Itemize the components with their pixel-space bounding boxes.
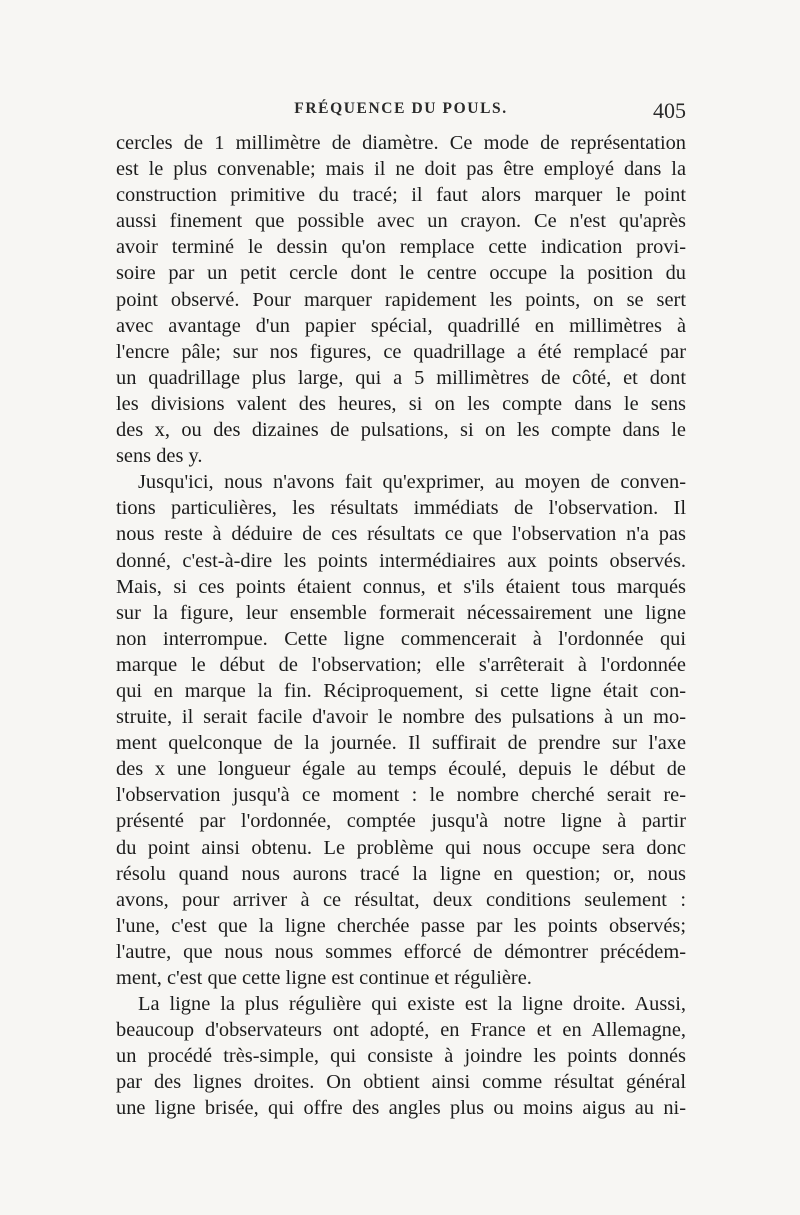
text-line: tions particulières, les résultats immédiats de l'observation. Il xyxy=(116,497,686,520)
text-line: nous reste à déduire de ces résultats ce que l'observation n'a pas xyxy=(116,523,686,546)
text-line: beaucoup d'observateurs ont adopté, en France et en Allemagne, xyxy=(116,1019,686,1042)
text-line: cercles de 1 millimètre de diamètre. Ce mode de représentation xyxy=(116,132,686,154)
text-line: marque le début de l'observation; elle s'arrêterait à l'ordonnée xyxy=(116,653,686,676)
text-line: un procédé très-simple, qui consiste à joindre les points donnés xyxy=(116,1045,686,1068)
text-line: avec avantage d'un papier spécial, quadrillé en millimètres à xyxy=(116,314,686,337)
body-text xyxy=(116,130,686,1122)
text-line: est le plus convenable; mais il ne doit pas être employé dans la xyxy=(116,158,686,181)
text-line: un quadrillage plus large, qui a 5 millimètres de côté, et dont xyxy=(116,366,686,389)
text-line: aussi finement que possible avec un crayon. Ce n'est qu'après xyxy=(116,210,686,233)
text-line: sens des y. xyxy=(116,445,203,468)
text-line: avons, pour arriver à ce résultat, deux conditions seulement : xyxy=(116,888,686,911)
text-line: Jusqu'ici, nous n'avons fait qu'exprimer, au moyen de conven- xyxy=(138,471,686,494)
text-line: présenté par l'ordonnée, comptée jusqu'à notre ligne à partir xyxy=(116,810,686,833)
text-line: une ligne brisée, qui offre des angles plus ou moins aigus au ni- xyxy=(116,1097,686,1120)
text-line: qui en marque la fin. Réciproquement, si cette ligne était con- xyxy=(116,679,686,702)
text-line: du point ainsi obtenu. Le problème qui nous occupe sera donc xyxy=(116,836,686,859)
text-line: soire par un petit cercle dont le centre occupe la position du xyxy=(116,262,686,285)
text-line: La ligne la plus régulière qui existe est la ligne droite. Aussi, xyxy=(138,993,686,1016)
text-line: sur la figure, leur ensemble formerait nécessairement une ligne xyxy=(116,601,686,624)
text-line: ment quelconque de la journée. Il suffirait de prendre sur l'axe xyxy=(116,732,686,755)
text-line: point observé. Pour marquer rapidement les points, on se sert xyxy=(116,288,686,311)
text-line: par des lignes droites. On obtient ainsi comme résultat général xyxy=(116,1071,686,1094)
text-line: l'encre pâle; sur nos figures, ce quadrillage a été remplacé par xyxy=(116,340,686,363)
text-line: l'une, c'est que la ligne cherchée passe par les points observés; xyxy=(116,914,686,937)
text-line: struite, il serait facile d'avoir le nombre des pulsations à un mo- xyxy=(116,706,686,729)
text-line: donné, c'est-à-dire les points intermédiaires aux points observés. xyxy=(116,549,686,572)
paragraph-3 xyxy=(116,991,686,1121)
text-line: résolu quand nous aurons tracé la ligne en question; or, nous xyxy=(116,862,686,885)
text-line: construction primitive du tracé; il faut alors marquer le point xyxy=(116,184,686,207)
running-title: FRÉQUENCE DU POULS. xyxy=(294,100,508,117)
text-line: l'autre, que nous nous sommes efforcé de démontrer précédem- xyxy=(116,940,686,963)
page-number: 405 xyxy=(653,98,686,123)
page-header xyxy=(116,100,686,130)
text-line: ment, c'est que cette ligne est continue et régulière. xyxy=(116,967,532,989)
paragraph-1 xyxy=(116,130,686,469)
text-line: avoir terminé le dessin qu'on remplace cette indication provi- xyxy=(116,236,686,259)
text-line: des x une longueur égale au temps écoulé, depuis le début de xyxy=(116,758,686,781)
text-line: Mais, si ces points étaient connus, et s'ils étaient tous marqués xyxy=(116,575,686,598)
text-line: des x, ou des dizaines de pulsations, si on les compte dans le xyxy=(116,419,686,442)
text-line: l'observation jusqu'à ce moment : le nombre cherché serait re- xyxy=(116,784,686,807)
paragraph-2 xyxy=(116,469,686,991)
text-line: les divisions valent des heures, si on les compte dans le sens xyxy=(116,392,686,415)
text-line: non interrompue. Cette ligne commencerait à l'ordonnée qui xyxy=(116,627,686,650)
